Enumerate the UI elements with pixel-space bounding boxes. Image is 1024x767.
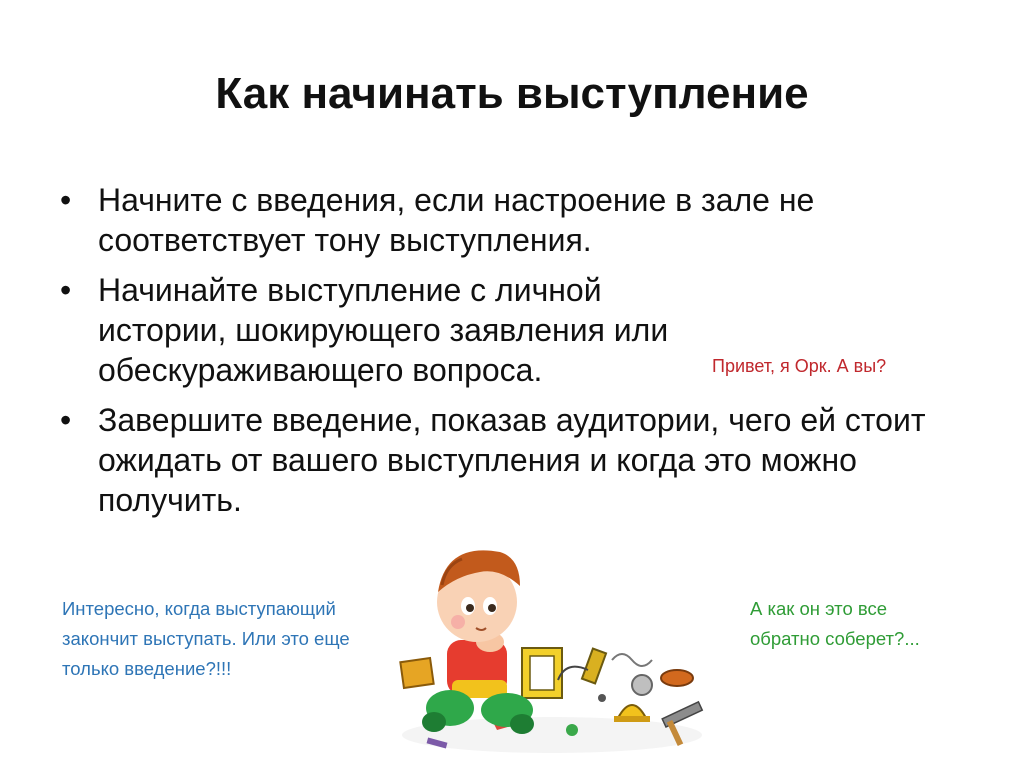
boy-with-toys-illustration bbox=[372, 530, 712, 760]
right-comment-note: А как он это все обратно соберет?... bbox=[750, 598, 920, 649]
bullet-text: Начинайте выступление с личной истории, шокирующего заявления или обескураживающего вопроса. bbox=[98, 272, 669, 388]
bullet-marker: • bbox=[60, 402, 72, 438]
left-comment-note: Интересно, когда выступающий закончит выступать. Или это еще только введение?!!! bbox=[62, 598, 350, 679]
bullet-item bbox=[60, 400, 980, 520]
bullet-item bbox=[60, 180, 980, 260]
bullet-marker: • bbox=[60, 182, 72, 218]
bullet-text: Завершите введение, показав аудитории, чего ей стоит ожидать от вашего выступления и когда это можно получить. bbox=[98, 402, 926, 518]
bullet-text: Начните с введения, если настроение в зале не соответствует тону выступления. bbox=[98, 182, 815, 258]
bullet-marker: • bbox=[60, 272, 72, 308]
slide-title: Как начинать выступление bbox=[215, 69, 809, 118]
bullet-list bbox=[60, 180, 980, 530]
orc-greeting-note: Привет, я Орк. А вы? bbox=[712, 356, 887, 376]
